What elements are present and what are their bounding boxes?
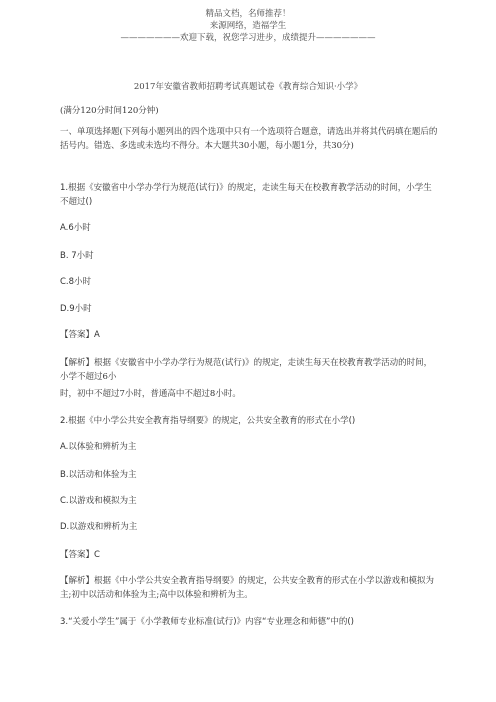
q1-analysis-cont: 时，初中不超过7小时，普通高中不超过8小时。 [60, 389, 241, 399]
q1-option-a: A.6小时 [60, 223, 91, 233]
section-intro: 一、单项选择题(下列每小题列出的四个选项中只有一个选项符合题意，请选出并将其代码填在题后的括号内。错选、多选或未选均不得分。本大题共30小题，每小题1分，共30分) [60, 127, 438, 151]
q1-option-b: B. 7小时 [60, 251, 94, 261]
header-line-recommend: 精品文档，名师推荐！ [205, 9, 291, 19]
q2-stem: 2.根据《中小学公共安全教育指导纲要》的规定，公共安全教育的形式在小学() [60, 416, 356, 426]
q1-answer: 【答案】A [60, 330, 100, 340]
q1-option-d: D.9小时 [60, 304, 92, 314]
q1-stem: 1.根据《安徽省中小学办学行为规范(试行)》的规定，走读生每天在校教育教学活动的时间，小学生不超过() [60, 183, 432, 207]
exam-meta: (满分120分时间120分钟) [60, 106, 159, 116]
q2-option-d: D.以游戏和辨析为主 [60, 522, 138, 532]
q3-stem: 3.“关爱小学生”属于《小学教师专业标准(试行)》内容“专业理念和师德”中的() [60, 617, 354, 627]
q1-option-c: C.8小时 [60, 277, 92, 287]
document-title: 2017年安徽省教师招聘考试真题试卷《教育综合知识·小学》 [133, 82, 363, 92]
q2-analysis: 【解析】根据《中小学公共安全教育指导纲要》的规定，公共安全教育的形式在小学以游戏和模拟为主;初中以活动和体验为主;高中以体验和辨析为主。 [60, 576, 435, 600]
q2-answer: 【答案】C [60, 550, 100, 560]
header-line-source: 来源网络，造福学生 [209, 21, 287, 31]
q2-option-c: C.以游戏和模拟为主 [60, 496, 137, 506]
page-header [0, 8, 496, 44]
q2-option-b: B.以活动和体验为主 [60, 470, 137, 480]
header-line-welcome: ———————欢迎下载，祝您学习进步，成绩提升——————— [120, 33, 376, 43]
q1-analysis: 【解析】根据《安徽省中小学办学行为规范(试行)》的规定，走读生每天在校教育教学活动的时间，小学不超过6小 [60, 358, 433, 382]
q2-option-a: A.以体验和辨析为主 [60, 442, 137, 452]
